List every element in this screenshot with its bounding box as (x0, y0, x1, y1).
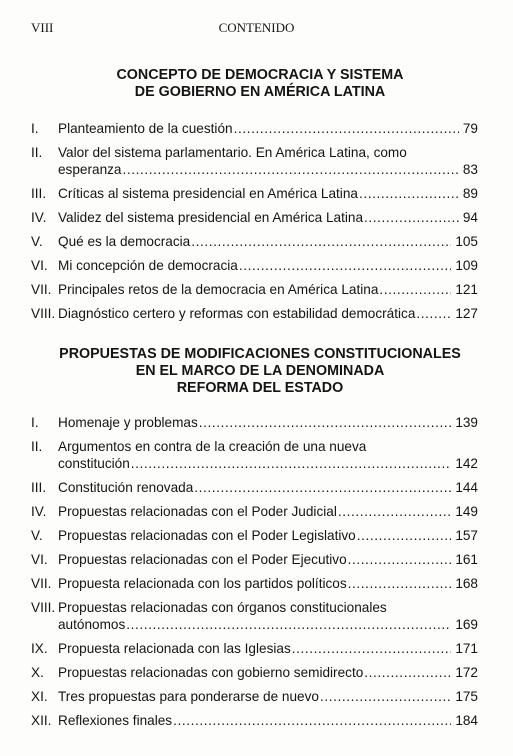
entry-page-number: 149 (455, 504, 478, 519)
entry-body (58, 209, 478, 226)
entry-number: VI. (31, 552, 48, 567)
entry-page-number: 142 (455, 456, 478, 471)
entry-number: VIII. (31, 306, 56, 321)
toc-entry[interactable] (0, 527, 513, 544)
entry-title: Diagnóstico certero y reformas con estabilidad democrática (58, 306, 416, 321)
dot-leader (191, 233, 451, 250)
entry-page-number: 83 (462, 162, 478, 177)
section-heading-line: PROPUESTAS DE MODIFICACIONES CONSTITUCIONALES (59, 346, 461, 362)
entry-title: Homenaje y problemas (58, 415, 198, 430)
entry-number: I. (31, 121, 39, 136)
entry-page-number: 94 (462, 210, 478, 225)
entry-body (58, 712, 478, 729)
entry-title: Propuesta relacionada con las Iglesias (58, 641, 291, 656)
entry-title: esperanza (58, 162, 122, 177)
toc-entry[interactable] (0, 479, 513, 496)
toc-entry[interactable] (0, 414, 513, 431)
entry-page-number: 105 (455, 234, 478, 249)
entry-title: Propuestas relacionadas con el Poder Legislativo (58, 528, 356, 543)
entry-body (58, 120, 478, 137)
entry-leader-line (58, 640, 478, 657)
entry-title: constitución (58, 456, 130, 471)
dot-leader (239, 257, 451, 274)
entry-leader-line (58, 551, 478, 568)
entry-number: IV. (31, 210, 47, 225)
entry-body (58, 438, 478, 472)
entry-page-number: 127 (455, 306, 478, 321)
entry-number: V. (31, 528, 43, 543)
toc-entry[interactable] (0, 144, 513, 178)
entry-page-number: 161 (455, 552, 478, 567)
entry-leader-line (58, 414, 478, 431)
entry-number: III. (31, 480, 47, 495)
entry-leader-line (58, 281, 478, 298)
dot-leader (357, 527, 452, 544)
entry-leader-line (58, 712, 478, 729)
entry-number: I. (31, 415, 39, 430)
entry-number: III. (31, 186, 47, 201)
toc-entry[interactable] (0, 305, 513, 322)
toc-entry[interactable] (0, 712, 513, 729)
entry-leader-line (58, 185, 478, 202)
entry-title-line: Argumentos en contra de la creación de una nueva (58, 439, 367, 454)
entry-body (58, 257, 478, 274)
entry-title: Planteamiento de la cuestión (58, 121, 233, 136)
entry-leader-line (58, 664, 478, 681)
entry-leader-line (58, 455, 478, 472)
running-title: CONTENIDO (218, 20, 295, 35)
entry-page-number: 175 (455, 689, 478, 704)
entry-leader-line (58, 688, 478, 705)
entry-number: VII. (31, 282, 52, 297)
entry-body (58, 144, 478, 178)
dot-leader (364, 664, 451, 681)
entry-page-number: 169 (455, 617, 478, 632)
entry-title: Qué es la democracia (58, 234, 191, 249)
toc-entry[interactable] (0, 233, 513, 250)
dot-leader (320, 688, 451, 705)
toc-entry[interactable] (0, 503, 513, 520)
entry-number: VII. (31, 576, 52, 591)
entry-page-number: 168 (455, 576, 478, 591)
entry-title: Constitución renovada (58, 480, 194, 495)
toc-entry[interactable] (0, 257, 513, 274)
entry-leader-line (58, 209, 478, 226)
toc-entry[interactable] (0, 438, 513, 472)
dot-leader (194, 479, 451, 496)
entry-number: XII. (31, 713, 52, 728)
toc-entry[interactable] (0, 664, 513, 681)
dot-leader (199, 414, 452, 431)
entry-number: II. (31, 145, 43, 160)
entry-number: II. (31, 439, 43, 454)
entry-title: Reflexiones finales (58, 713, 173, 728)
entry-leader-line (58, 575, 478, 592)
entry-title: Mi concepción de democracia (58, 258, 238, 273)
entry-body (58, 414, 478, 431)
entry-title: Tres propuestas para ponderarse de nuevo (58, 689, 319, 704)
entry-page-number: 172 (455, 665, 478, 680)
entry-page-number: 144 (455, 480, 478, 495)
toc-entry[interactable] (0, 281, 513, 298)
page-number: VIII (31, 20, 54, 35)
toc-entry[interactable] (0, 185, 513, 202)
entry-page-number: 184 (455, 713, 478, 728)
dot-leader (338, 503, 451, 520)
entry-title-line: Propuestas relacionadas con órganos constitucionales (58, 600, 387, 615)
dot-leader (122, 161, 458, 178)
entry-body (58, 281, 478, 298)
entry-page-number: 139 (455, 415, 478, 430)
toc-list (0, 120, 513, 329)
entry-page-number: 79 (462, 121, 478, 136)
entry-leader-line (58, 257, 478, 274)
dot-leader (348, 551, 452, 568)
entry-number: VIII. (31, 600, 56, 615)
entry-page-number: 121 (455, 282, 478, 297)
entry-leader-line (58, 503, 478, 520)
entry-page-number: 109 (455, 258, 478, 273)
toc-entry[interactable] (0, 599, 513, 633)
entry-body (58, 599, 478, 633)
entry-leader-line (58, 616, 478, 633)
dot-leader (348, 575, 452, 592)
entry-title: autónomos (58, 617, 126, 632)
dot-leader (379, 281, 451, 298)
running-header (0, 20, 513, 38)
section-heading (20, 346, 500, 397)
entry-leader-line (58, 233, 478, 250)
toc-entry[interactable] (0, 688, 513, 705)
entry-title-line: Valor del sistema parlamentario. En América Latina, como (58, 145, 407, 160)
entry-body (58, 688, 478, 705)
section-heading-line: DE GOBIERNO EN AMÉRICA LATINA (134, 84, 386, 100)
dot-leader (359, 185, 459, 202)
entry-body (58, 551, 478, 568)
toc-entry[interactable] (0, 575, 513, 592)
entry-page-number: 89 (462, 186, 478, 201)
dot-leader (131, 455, 452, 472)
entry-leader-line (58, 527, 478, 544)
entry-title: Críticas al sistema presidencial en América Latina (58, 186, 358, 201)
entry-body (58, 305, 478, 322)
entry-body (58, 527, 478, 544)
entry-number: X. (31, 665, 44, 680)
entry-leader-line (58, 161, 478, 178)
entry-number: XI. (31, 689, 48, 704)
entry-body (58, 503, 478, 520)
entry-leader-line (58, 120, 478, 137)
dot-leader (292, 640, 452, 657)
toc-entry[interactable] (0, 640, 513, 657)
entry-title: Principales retos de la democracia en América Latina (58, 282, 379, 297)
entry-number: IX. (31, 641, 48, 656)
entry-title: Propuestas relacionadas con el Poder Judicial (58, 504, 337, 519)
dot-leader (416, 305, 451, 322)
entry-body (58, 185, 478, 202)
dot-leader (234, 120, 459, 137)
entry-leader-line (58, 305, 478, 322)
section-heading-line: REFORMA DEL ESTADO (176, 380, 344, 396)
entry-body (58, 233, 478, 250)
entry-title: Propuestas relacionadas con gobierno semidirecto (58, 665, 364, 680)
entry-page-number: 157 (455, 528, 478, 543)
entry-title: Validez del sistema presidencial en América Latina (58, 210, 364, 225)
section-heading (20, 67, 500, 101)
entry-title: Propuesta relacionada con los partidos políticos (58, 576, 347, 591)
entry-number: V. (31, 234, 43, 249)
toc-entry[interactable] (0, 551, 513, 568)
dot-leader (364, 209, 459, 226)
entry-title: Propuestas relacionadas con el Poder Ejecutivo (58, 552, 347, 567)
dot-leader (126, 616, 451, 633)
section-heading-line: CONCEPTO DE DEMOCRACIA Y SISTEMA (116, 67, 404, 83)
toc-entry[interactable] (0, 209, 513, 226)
entry-body (58, 664, 478, 681)
entry-number: VI. (31, 258, 48, 273)
dot-leader (173, 712, 451, 729)
entry-body (58, 640, 478, 657)
entry-number: IV. (31, 504, 47, 519)
entry-body (58, 575, 478, 592)
section-heading-line: EN EL MARCO DE LA DENOMINADA (135, 363, 385, 379)
entry-body (58, 479, 478, 496)
toc-entry[interactable] (0, 120, 513, 137)
toc-list (0, 414, 513, 736)
entry-page-number: 171 (455, 641, 478, 656)
entry-leader-line (58, 479, 478, 496)
